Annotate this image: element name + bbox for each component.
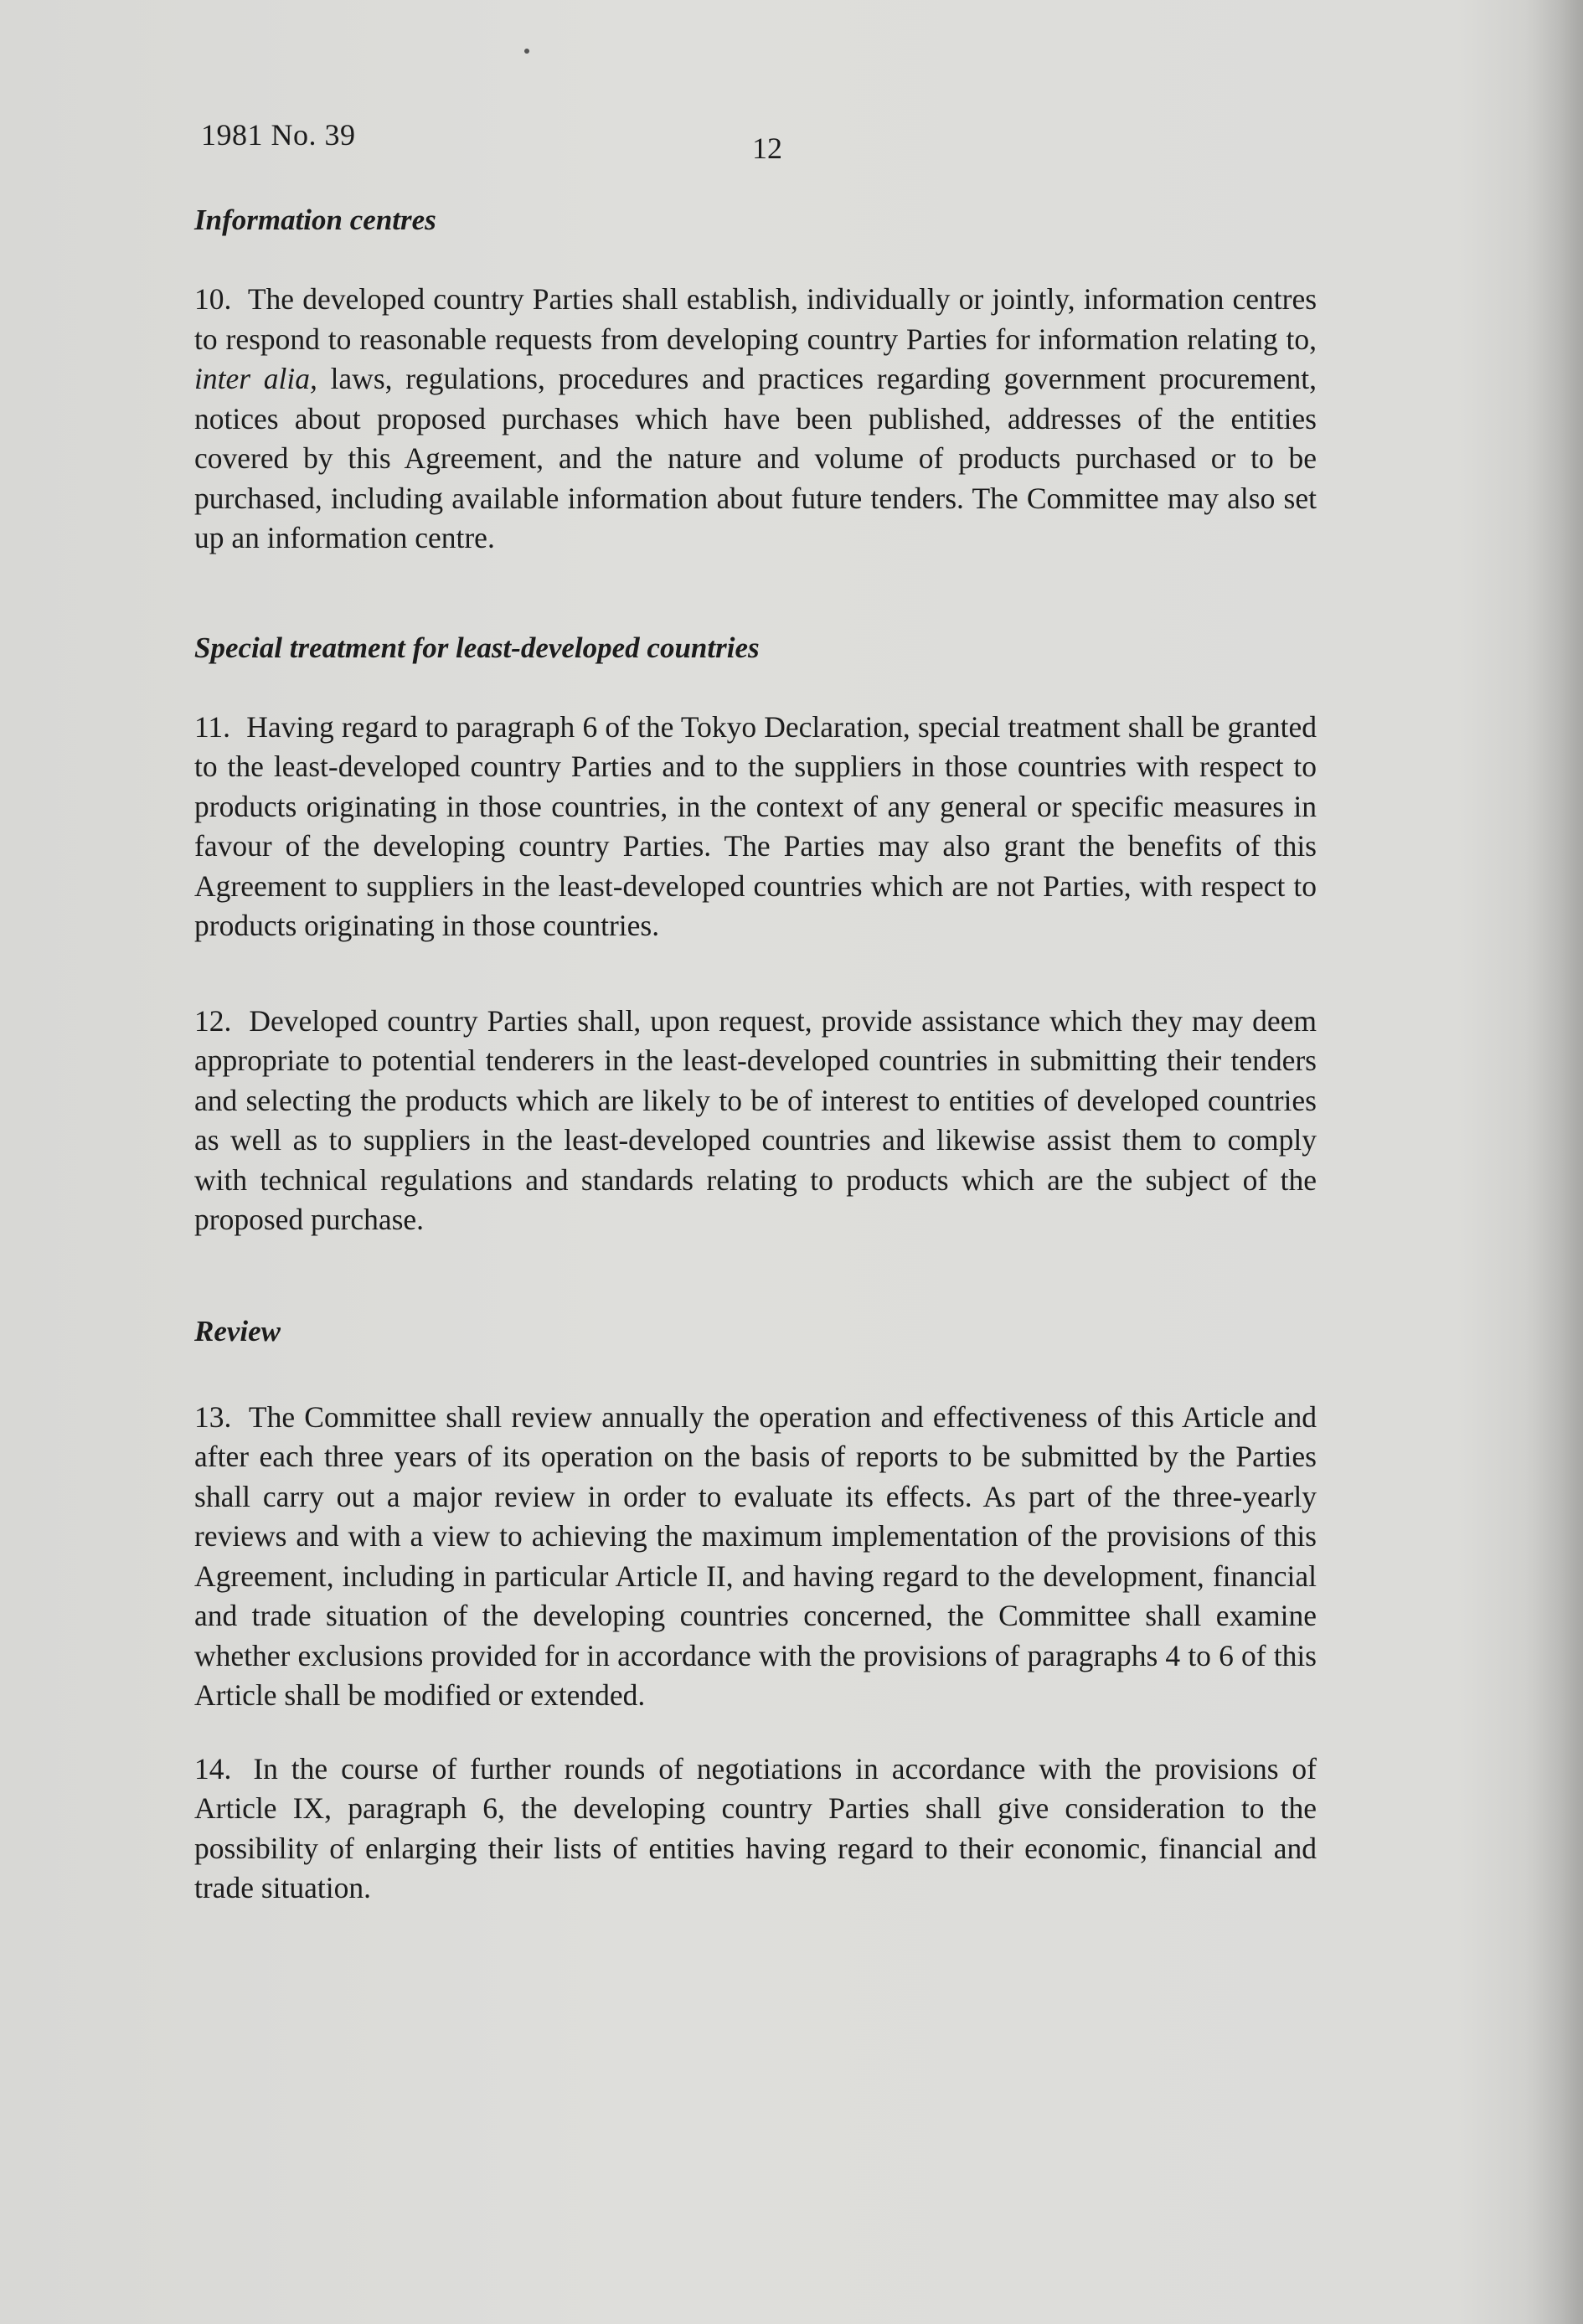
paragraph-number: 10. (194, 282, 232, 316)
section-heading-special-treatment: Special treatment for least-developed countries (194, 631, 760, 664)
section-heading-information-centres: Information centres (194, 204, 436, 236)
paragraph-emphasis: inter alia, (194, 362, 317, 395)
paragraph-11 (194, 708, 1317, 946)
page-number: 12 (752, 131, 782, 165)
paragraph-text: In the course of further rounds of negotiations in accordance with the provisions of Article IX, paragraph 6, the developing country Parties shall give consideration to the possibility of enlarging their lists of entities having regard to their economic, financial and trade situation. (194, 1751, 1317, 1904)
paragraph-text: Developed country Parties shall, upon request, provide assistance which they may deem appropriate to potential tenderers in the least-developed countries in submitting their tenders and selecting the products which are likely to be of interest to entities of developed countries as well as to suppliers in the least-developed countries and likewise assist them to comply with technical regulations and standards relating to products which are the subject of the proposed purchase. (194, 1003, 1317, 1236)
paragraph-text: laws, regulations, procedures and practices regarding government procurement, notices about proposed purchases which have been published, addresses of the entities covered by this Agreement, and the nature and volume of products purchased or to be purchased, including available information about future tenders. The Committee may also set up an information centre. (194, 362, 1317, 554)
running-head: 1981 No. 39 (201, 118, 356, 152)
paragraph-text: The developed country Parties shall establish, individually or jointly, information centres to respond to reasonable requests from developing country Parties for information relating to, (194, 282, 1317, 356)
document-body (194, 199, 1317, 1909)
page-binding-shadow (1524, 0, 1583, 2324)
paragraph-12 (194, 1002, 1317, 1240)
paragraph-number: 11. (194, 709, 231, 744)
paragraph-10 (194, 280, 1317, 559)
paragraph-number: 14. (194, 1751, 232, 1786)
paragraph-number: 13. (194, 1399, 232, 1434)
paragraph-text: Having regard to paragraph 6 of the Tokyo Declaration, special treatment shall be granted to the least-developed country Parties and to the suppliers in those countries with respect to products originating in those countries, in the context of any general or specific measures in favour of the developing country Parties. The Parties may also grant the benefits of this Agreement to suppliers in the least-developed countries which are not Parties, with respect to products originating in those countries. (194, 709, 1317, 942)
paragraph-14 (194, 1749, 1317, 1909)
paragraph-13 (194, 1398, 1317, 1716)
paragraph-text: The Committee shall review annually the operation and effectiveness of this Article and after each three years of its operation on the basis of reports to be submitted by the Parties shall carry out a major review in order to evaluate its effects. As part of the three-yearly reviews and with a view to achieving the maximum implementation of the provisions of this Agreement, including in particular Article II, and having regard to the development, financial and trade situation of the developing countries concerned, the Committee shall examine whether exclusions provided for in accordance with the provisions of paragraphs 4 to 6 of this Article shall be modified or extended. (194, 1399, 1317, 1712)
print-speck (524, 49, 529, 54)
section-heading-review: Review (194, 1314, 281, 1348)
paragraph-number: 12. (194, 1003, 232, 1038)
